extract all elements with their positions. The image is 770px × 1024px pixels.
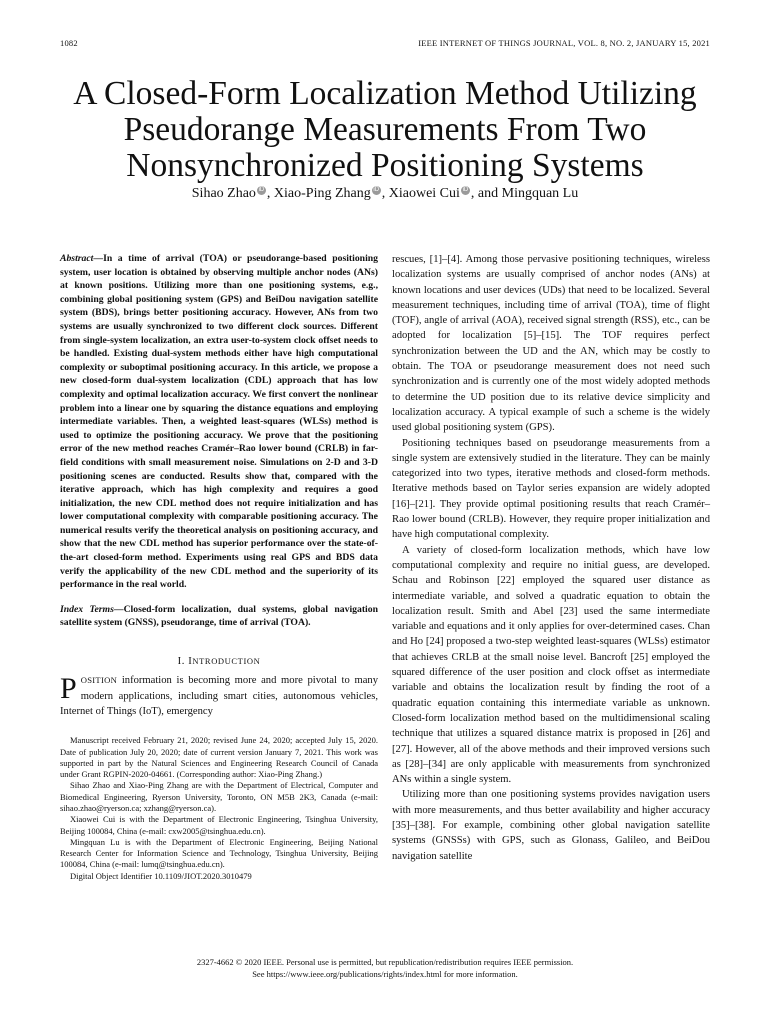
footnotes xyxy=(60,735,378,882)
author-name: Sihao Zhao xyxy=(191,186,256,201)
copyright-line: See https://www.ieee.org/publications/rights/index.html for more information. xyxy=(252,968,518,979)
abstract-label: Abstract xyxy=(60,253,94,264)
index-terms-text: —Closed-form localization, dual systems, global navigation satellite system (GNSS), pseudorange, time of arrival (TOA). xyxy=(60,603,378,629)
journal-header: IEEE INTERNET OF THINGS JOURNAL, VOL. 8, NO. 2, JANUARY 15, 2021 xyxy=(418,38,710,48)
footnote: Sihao Zhao and Xiao-Ping Zhang are with the Department of Electrical, Computer and Biomedical Engineering, Ryerson University, Toronto, ON M5B 2K3, Canada (e-mail: sihao.zhao@ryerson.ca; xzhang@ryerson.ca). xyxy=(60,780,378,813)
author-name: , Xiaowei Cui xyxy=(381,186,460,201)
footnote: Mingquan Lu is with the Department of Electronic Engineering, Beijing National Research Center for Information Science and Technology, Tsinghua University, Beijing 100084, China (e-mail: lumq@tsinghua.edu.cn). xyxy=(60,836,378,870)
right-column xyxy=(392,252,710,864)
body-paragraph: Positioning techniques based on pseudorange measurements from a single system are extensively studied in the literature. They can be mainly categorized into two types, iterative methods and closed-form methods. Iterative methods based on Taylor series expansion are widely adopted [16]–[21]. They provide optimal positioning results that reach Cramér–Rao lower bound (CRLB). However, they require proper initialization and have high computational complexity. xyxy=(392,437,710,541)
orcid-icon[interactable]: iD xyxy=(462,187,469,193)
drop-cap: P xyxy=(60,672,77,706)
intro-smallcaps: OSITION xyxy=(80,675,118,686)
intro-paragraph xyxy=(60,673,378,719)
left-column xyxy=(60,252,378,882)
title-line: A Closed-Form Localization Method Utilizing xyxy=(73,75,697,112)
footnote: Digital Object Identifier 10.1109/JIOT.2020.3010479 xyxy=(70,870,252,881)
body-paragraph: rescues, [1]–[4]. Among those pervasive positioning techniques, wireless localization systems are usually comprised of anchor nodes (ANs) at known locations and user devices (UDs) that need to be localized. Several measurement techniques, including time of arrival (TOA), time of flight (TOF), angle of arrival (AOA), received signal strength (RSS), etc., can be adopted for localization [5]–[15]. The TOF requires perfect synchronization between the UD and the AN, which may be costly to obtain. The TOA or pseudorange measurement does not need such synchronization and is currently one of the most widely adopted methods to determine the UD position due to its relative device simplicity and localization accuracy. A typical example of such a scheme is the widely used global positioning system (GPS). xyxy=(392,254,710,434)
abstract-text: —In a time of arrival (TOA) or pseudorange-based positioning system, user location is obtained by observing multiple anchor nodes (ANs) at known positions. Utilizing more than one positioning systems, e.g., combining global positioning system (GPS) and BeiDou navigation satellite system (BDS), brings better positioning accuracy. However, ANs from two systems are usually synchronized to two different clock sources. Different from single-system localization, an extra user-to-system clock offset needs to be handled. Existing dual-system methods either have high computational complexity or suboptimal positioning accuracy. In this article, we propose a new closed-form dual-system localization (CDL) approach that has low complexity and optimal localization accuracy. We first convert the nonlinear problem into a linear one by squaring the distance equations and employing intermediate variables. Then, a weighted least-squares (WLSs) method is used to optimize the positioning accuracy. We prove that the positioning error of the new method reaches Cramér–Rao lower bound (CRLB) in far-field conditions with small measurement noise. Simulations on 2-D and 3-D positioning scenes are conducted. Results show that, compared with the iterative approach, which has high complexity and requires a good initialization, the new CDL method does not require initialization and has lower computational complexity with comparable positioning accuracy. The numerical results verify the theoretical analysis on positioning accuracy, and show that the new CDL method has superior performance over the state-of-the-art closed-form method. Experiments using real GPS and BDS data verify the applicability of the new CDL method and the superiority of its performance in the real world. xyxy=(60,253,378,591)
section-heading xyxy=(60,654,378,669)
footnote: Xiaowei Cui is with the Department of Electronic Engineering, Tsinghua University, Beijing 100084, China (e-mail: cxw2005@tsinghua.edu.cn). xyxy=(60,814,378,836)
section-number: I. xyxy=(177,656,185,668)
page-number: 1082 xyxy=(60,38,78,48)
section-title-rest: NTRODUCTION xyxy=(192,656,261,667)
intro-text: information is becoming more and more pivotal to many modern applications, including smart cities, autonomous vehicles, Internet of Things (IoT), emergency xyxy=(60,675,378,717)
copyright-line: 2327-4662 © 2020 IEEE. Personal use is permitted, but republication/redistribution requires IEEE permission. xyxy=(196,957,574,967)
index-terms-label: Index Terms xyxy=(60,603,114,615)
title-line: Nonsynchronized Positioning Systems xyxy=(126,147,644,184)
body-paragraph: Utilizing more than one positioning systems provides navigation users with more measurements, and thus better availability and higher accuracy [35]–[38]. For example, combining other global navigation satellite systems (GNSSs) with GPS, such as Glonass, Galileo, and BeiDou navigation satellite xyxy=(392,789,710,862)
author-list xyxy=(40,186,730,202)
orcid-icon[interactable]: iD xyxy=(373,187,380,193)
author-name: , Xiao-Ping Zhang xyxy=(266,186,371,201)
index-terms xyxy=(60,603,378,630)
orcid-icon[interactable]: iD xyxy=(258,187,265,193)
copyright-notice xyxy=(60,957,710,980)
running-header xyxy=(60,38,710,50)
title-line: Pseudorange Measurements From Two xyxy=(123,111,647,148)
author-name: , and Mingquan Lu xyxy=(470,186,579,201)
paper-title xyxy=(40,76,730,184)
body-paragraph: A variety of closed-form localization methods, which have low computational complexity and require no initial guess, are developed. Schau and Robinson [22] employed the squared user distance as intermediate variable, and solved a quadratic equation to obtain the localization result. Smith and Abel [23] used the same intermediate variable and equations and it only applies for over-determined cases. Chan and Ho [24] proposed a two-step weighted least-squares (WLSs) estimator that achieves CRLB at the small noise level. Bancroft [25] employed the squared difference of the user position and clock offset as intermediate variable and obtains the localization result by finding the root of a quadratic equation containing this intermediate variable as unknown. Closed-form localization method based on the multidimensional scaling technique that utilizes a squared distance matrix is proposed in [26] and [27]. However, all of the above methods and their improved versions such as [28]–[34] are only applicable with measurements from synchronized ANs within a single system. xyxy=(392,544,710,786)
section-title-initial: I xyxy=(188,656,193,668)
abstract xyxy=(60,252,378,592)
footnote: Manuscript received February 21, 2020; revised June 24, 2020; accepted July 15, 2020. Date of publication July 20, 2020; date of current version January 7, 2021. This work was supported in part by the Natural Sciences and Engineering Research Council of Canada under Grant RGPIN-2020-04661. (Corresponding author: Xiao-Ping Zhang.) xyxy=(60,735,378,780)
